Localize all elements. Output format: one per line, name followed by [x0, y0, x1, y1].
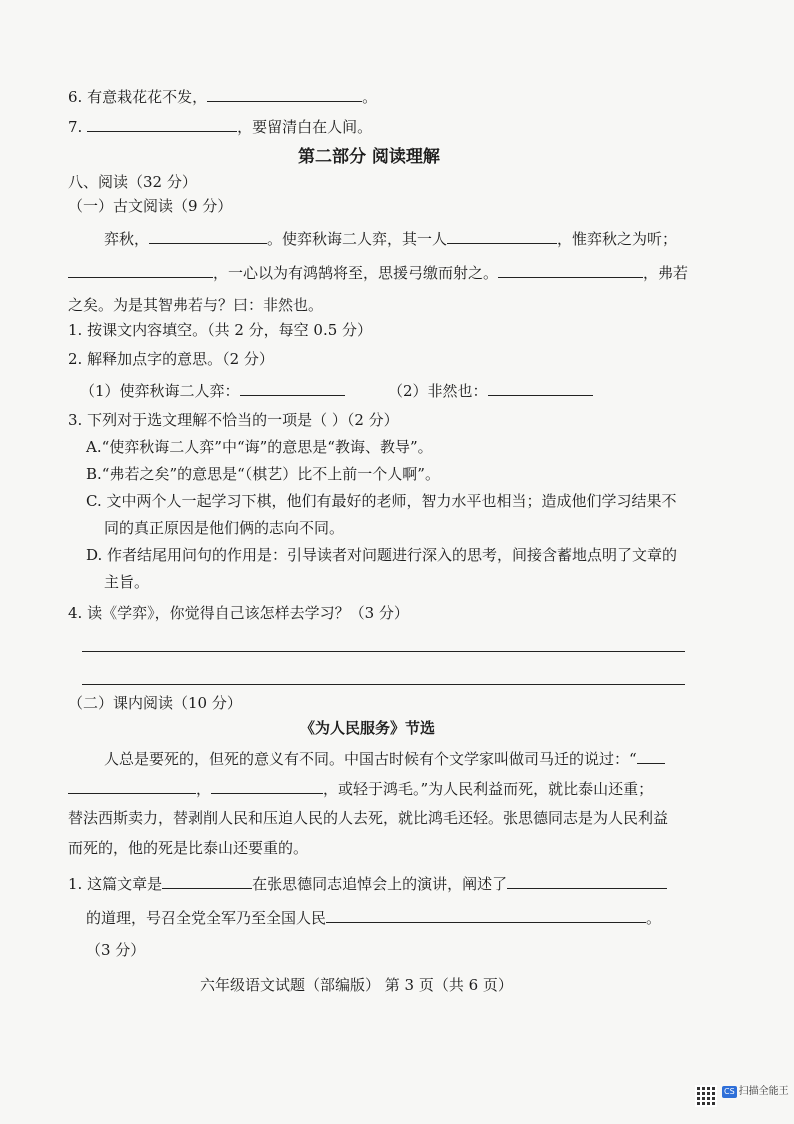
option-c-line-1: C. 文中两个人一起学习下棋，他们有最好的老师，智力水平也相当；造成他们学习结果不: [86, 492, 677, 510]
subsection-2-heading: （二）课内阅读（10 分）: [68, 694, 242, 712]
answer-blank[interactable]: [488, 380, 593, 396]
reading-question-1-line-1: 1. 这篇文章是 在张思德同志追悼会上的演讲，阐述了: [68, 873, 667, 894]
answer-blank[interactable]: [326, 907, 646, 923]
passage-line-2: ，一心以为有鸿鹄将至，思援弓缴而射之。 ，弗若: [68, 262, 688, 283]
answer-line[interactable]: [82, 651, 685, 652]
text-line-3: 替法西斯卖力，替剥削人民和压迫人民的人去死，就比鸿毛还轻。张思德同志是为人民利益: [68, 809, 669, 827]
poem-line-6: 6. 有意栽花花不发， 。: [68, 88, 378, 106]
question-2-part-1: （1）使弈秋诲二人弈：: [80, 380, 345, 401]
answer-blank[interactable]: [68, 262, 213, 278]
answer-blank[interactable]: [149, 228, 267, 244]
answer-blank[interactable]: [162, 873, 252, 889]
answer-blank[interactable]: [637, 748, 665, 764]
page-footer: 六年级语文试题（部编版） 第 3 页（共 6 页）: [200, 976, 513, 994]
section-8-heading: 八、阅读（32 分）: [68, 173, 197, 191]
passage-line-3: 之矣。为是其智弗若与？曰：非然也。: [68, 296, 324, 314]
passage-line-1: 弈秋， 。使弈秋诲二人弈，其一人 ，惟弈秋之为听；: [104, 230, 678, 248]
qr-code-icon: [695, 1085, 717, 1107]
poem-line-7: 7. ，要留清白在人间。: [68, 118, 373, 136]
text-line-4: 而死的，他的死是比泰山还要重的。: [68, 839, 309, 857]
question-2-part-2: （2）非然也：: [388, 380, 593, 401]
scanner-logo-icon: CS: [724, 1087, 735, 1096]
answer-blank[interactable]: [68, 778, 196, 794]
text-line-1: 人总是要死的，但死的意义有不同。中国古时候有个文学家叫做司马迁的说过：“: [104, 748, 665, 769]
answer-blank[interactable]: [211, 778, 323, 794]
scanner-logo: CS 扫描全能王: [724, 1086, 789, 1097]
answer-blank[interactable]: [507, 873, 667, 889]
option-d-line-1: D. 作者结尾用问句的作用是：引导读者对问题进行深入的思考，间接含蓄地点明了文章的: [86, 546, 678, 564]
answer-blank[interactable]: [447, 228, 557, 244]
answer-blank[interactable]: [240, 380, 345, 396]
reading-question-1-line-2: 的道理，号召全党全军乃至全国人民 。: [86, 909, 662, 927]
question-2: 2. 解释加点字的意思。（2 分）: [68, 350, 274, 368]
question-3: 3. 下列对于选文理解不恰当的一项是（ ）（2 分）: [68, 411, 399, 429]
subsection-1-heading: （一）古文阅读（9 分）: [68, 197, 233, 215]
question-1: 1. 按课文内容填空。（共 2 分，每空 0.5 分）: [68, 321, 373, 339]
text-title: 《为人民服务》节选: [300, 719, 436, 737]
answer-blank[interactable]: [498, 262, 643, 278]
question-4: 4. 读《学弈》，你觉得自己该怎样去学习？（3 分）: [68, 604, 409, 622]
reading-question-1-points: （3 分）: [86, 941, 146, 959]
option-a: A.“使弈秋诲二人弈”中“诲”的意思是“教诲、教导”。: [86, 438, 433, 456]
text-line-2: ， ，或轻于鸿毛。”为人民利益而死，就比泰山还重；: [68, 778, 653, 799]
option-c-line-2: 同的真正原因是他们俩的志向不同。: [104, 519, 345, 537]
part-title: 第二部分 阅读理解: [298, 147, 440, 167]
answer-blank[interactable]: [87, 116, 237, 132]
option-b: B.“弗若之矣”的意思是“（棋艺）比不上前一个人啊”。: [86, 465, 440, 483]
option-d-line-2: 主旨。: [104, 573, 150, 591]
answer-line[interactable]: [82, 684, 685, 685]
answer-blank[interactable]: [207, 86, 362, 102]
